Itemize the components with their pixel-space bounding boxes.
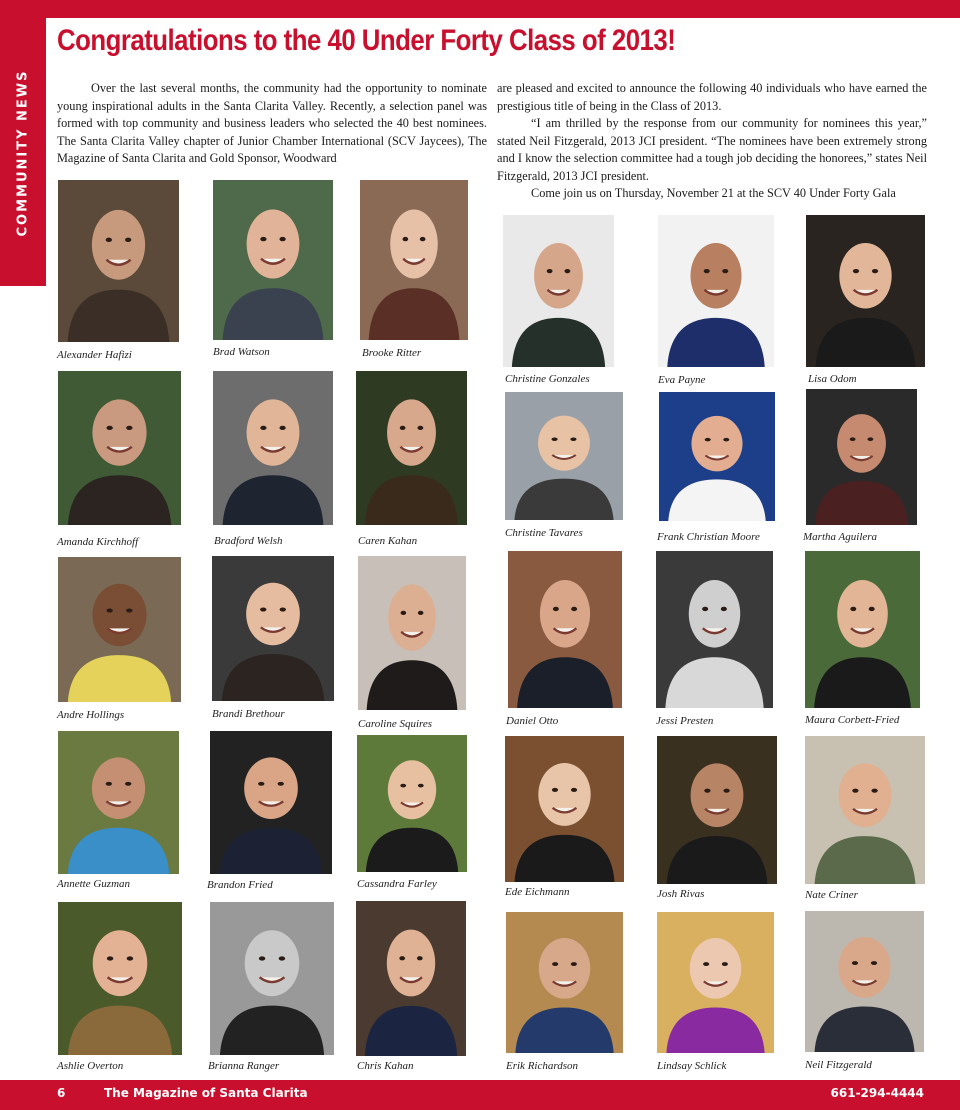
- honoree-photo: [356, 901, 466, 1056]
- honoree-photo: [657, 736, 777, 884]
- honoree-name: Brandon Fried: [207, 879, 273, 891]
- honoree-photo: [806, 215, 925, 367]
- page-headline: Congratulations to the 40 Under Forty Class of 2013!: [57, 24, 676, 57]
- honoree-name: Brad Watson: [213, 346, 270, 358]
- honoree-photo: [806, 389, 917, 525]
- honoree-name: Amanda Kirchhoff: [57, 536, 139, 548]
- publication-name: The Magazine of Santa Clarita: [104, 1086, 308, 1100]
- honoree-photo: [805, 551, 920, 708]
- honoree-photo: [656, 551, 773, 708]
- honoree-name: Alexander Hafizi: [57, 349, 132, 361]
- honoree-name: Caren Kahan: [358, 535, 418, 547]
- honoree-name: Josh Rivas: [657, 888, 705, 900]
- honoree-name: Jessi Presten: [656, 715, 714, 727]
- article-paragraph: are pleased and excited to announce the following 40 individuals who have earned the prestigious title of being in the Class of 2013.: [497, 81, 927, 113]
- honoree-photo: [506, 912, 623, 1053]
- honoree-name: Brianna Ranger: [208, 1060, 280, 1072]
- honoree-photo: [58, 902, 182, 1055]
- honoree-photo: [58, 371, 181, 525]
- phone-number: 661-294-4444: [830, 1086, 924, 1100]
- top-accent-bar: [0, 0, 960, 18]
- honoree-photo: [505, 392, 623, 520]
- honoree-name: Ashlie Overton: [57, 1060, 124, 1072]
- article-paragraph: “I am thrilled by the response from our community for nominees this year,” stated Neil Fitzgerald, 2013 JCI president. “The nominees have been extremely strong and I know the selection committee had a tough job deciding the honorees,” states Neil Fitzgerald, 2013 JCI president.: [497, 116, 927, 183]
- honoree-name: Ede Eichmann: [505, 886, 570, 898]
- article-column-right: [497, 80, 927, 203]
- section-tab: [0, 18, 46, 286]
- honoree-name: Bradford Welsh: [214, 535, 283, 547]
- honoree-name: Christine Tavares: [505, 527, 583, 539]
- honoree-photo: [658, 215, 774, 367]
- honoree-photo: [805, 911, 924, 1052]
- section-label: COMMUNITY NEWS: [15, 69, 31, 237]
- honoree-name: Daniel Otto: [506, 715, 559, 727]
- honoree-name: Lindsay Schlick: [657, 1060, 727, 1072]
- honoree-name: Annette Guzman: [57, 878, 131, 890]
- honoree-name: Martha Aguilera: [803, 531, 878, 543]
- honoree-name: Nate Criner: [805, 889, 858, 901]
- honoree-photo: [212, 556, 334, 701]
- honoree-name: Chris Kahan: [357, 1060, 414, 1072]
- honoree-photo: [213, 371, 333, 525]
- page-number: 6: [57, 1086, 66, 1100]
- honoree-photo: [657, 912, 774, 1053]
- honoree-photo: [58, 557, 181, 702]
- honoree-photo: [58, 180, 179, 342]
- honoree-name: Maura Corbett-Fried: [805, 714, 900, 726]
- honoree-name: Erik Richardson: [506, 1060, 578, 1072]
- honoree-photo: [659, 392, 775, 521]
- honoree-name: Eva Payne: [658, 374, 706, 386]
- honoree-photo: [503, 215, 614, 367]
- honoree-photo: [58, 731, 179, 874]
- honoree-photo: [356, 371, 467, 525]
- honoree-name: Neil Fitzgerald: [805, 1059, 872, 1071]
- honoree-photo: [210, 731, 332, 874]
- honoree-photo: [805, 736, 925, 884]
- honoree-photo: [360, 180, 468, 340]
- honoree-name: Brooke Ritter: [362, 347, 422, 359]
- honoree-name: Andre Hollings: [57, 709, 125, 721]
- honoree-photo: [505, 736, 624, 882]
- honoree-photo: [358, 556, 466, 710]
- article-paragraph: Over the last several months, the community had the opportunity to nominate young inspirational adults in the Santa Clarita Valley. Recently, a selection panel was formed with top community and business leaders who selected the 40 best nominees. The Santa Clarita Valley chapter of Junior Chamber International (SCV Jaycees), The Magazine of Santa Clarita and Gold Sponsor, Woodward: [57, 81, 487, 165]
- article-paragraph: Come join us on Thursday, November 21 at the SCV 40 Under Forty Gala: [531, 186, 896, 200]
- article-column-left: [57, 80, 487, 168]
- honoree-photo: [357, 735, 467, 872]
- honoree-photo: [508, 551, 622, 708]
- honoree-name: Caroline Squires: [358, 718, 433, 730]
- honoree-name: Frank Christian Moore: [657, 531, 760, 543]
- honoree-name: Cassandra Farley: [357, 878, 437, 890]
- honoree-photo: [213, 180, 333, 340]
- honoree-photo: [210, 902, 334, 1055]
- honoree-name: Christine Gonzales: [505, 373, 590, 385]
- honoree-name: Brandi Brethour: [212, 708, 285, 720]
- honoree-name: Lisa Odom: [808, 373, 857, 385]
